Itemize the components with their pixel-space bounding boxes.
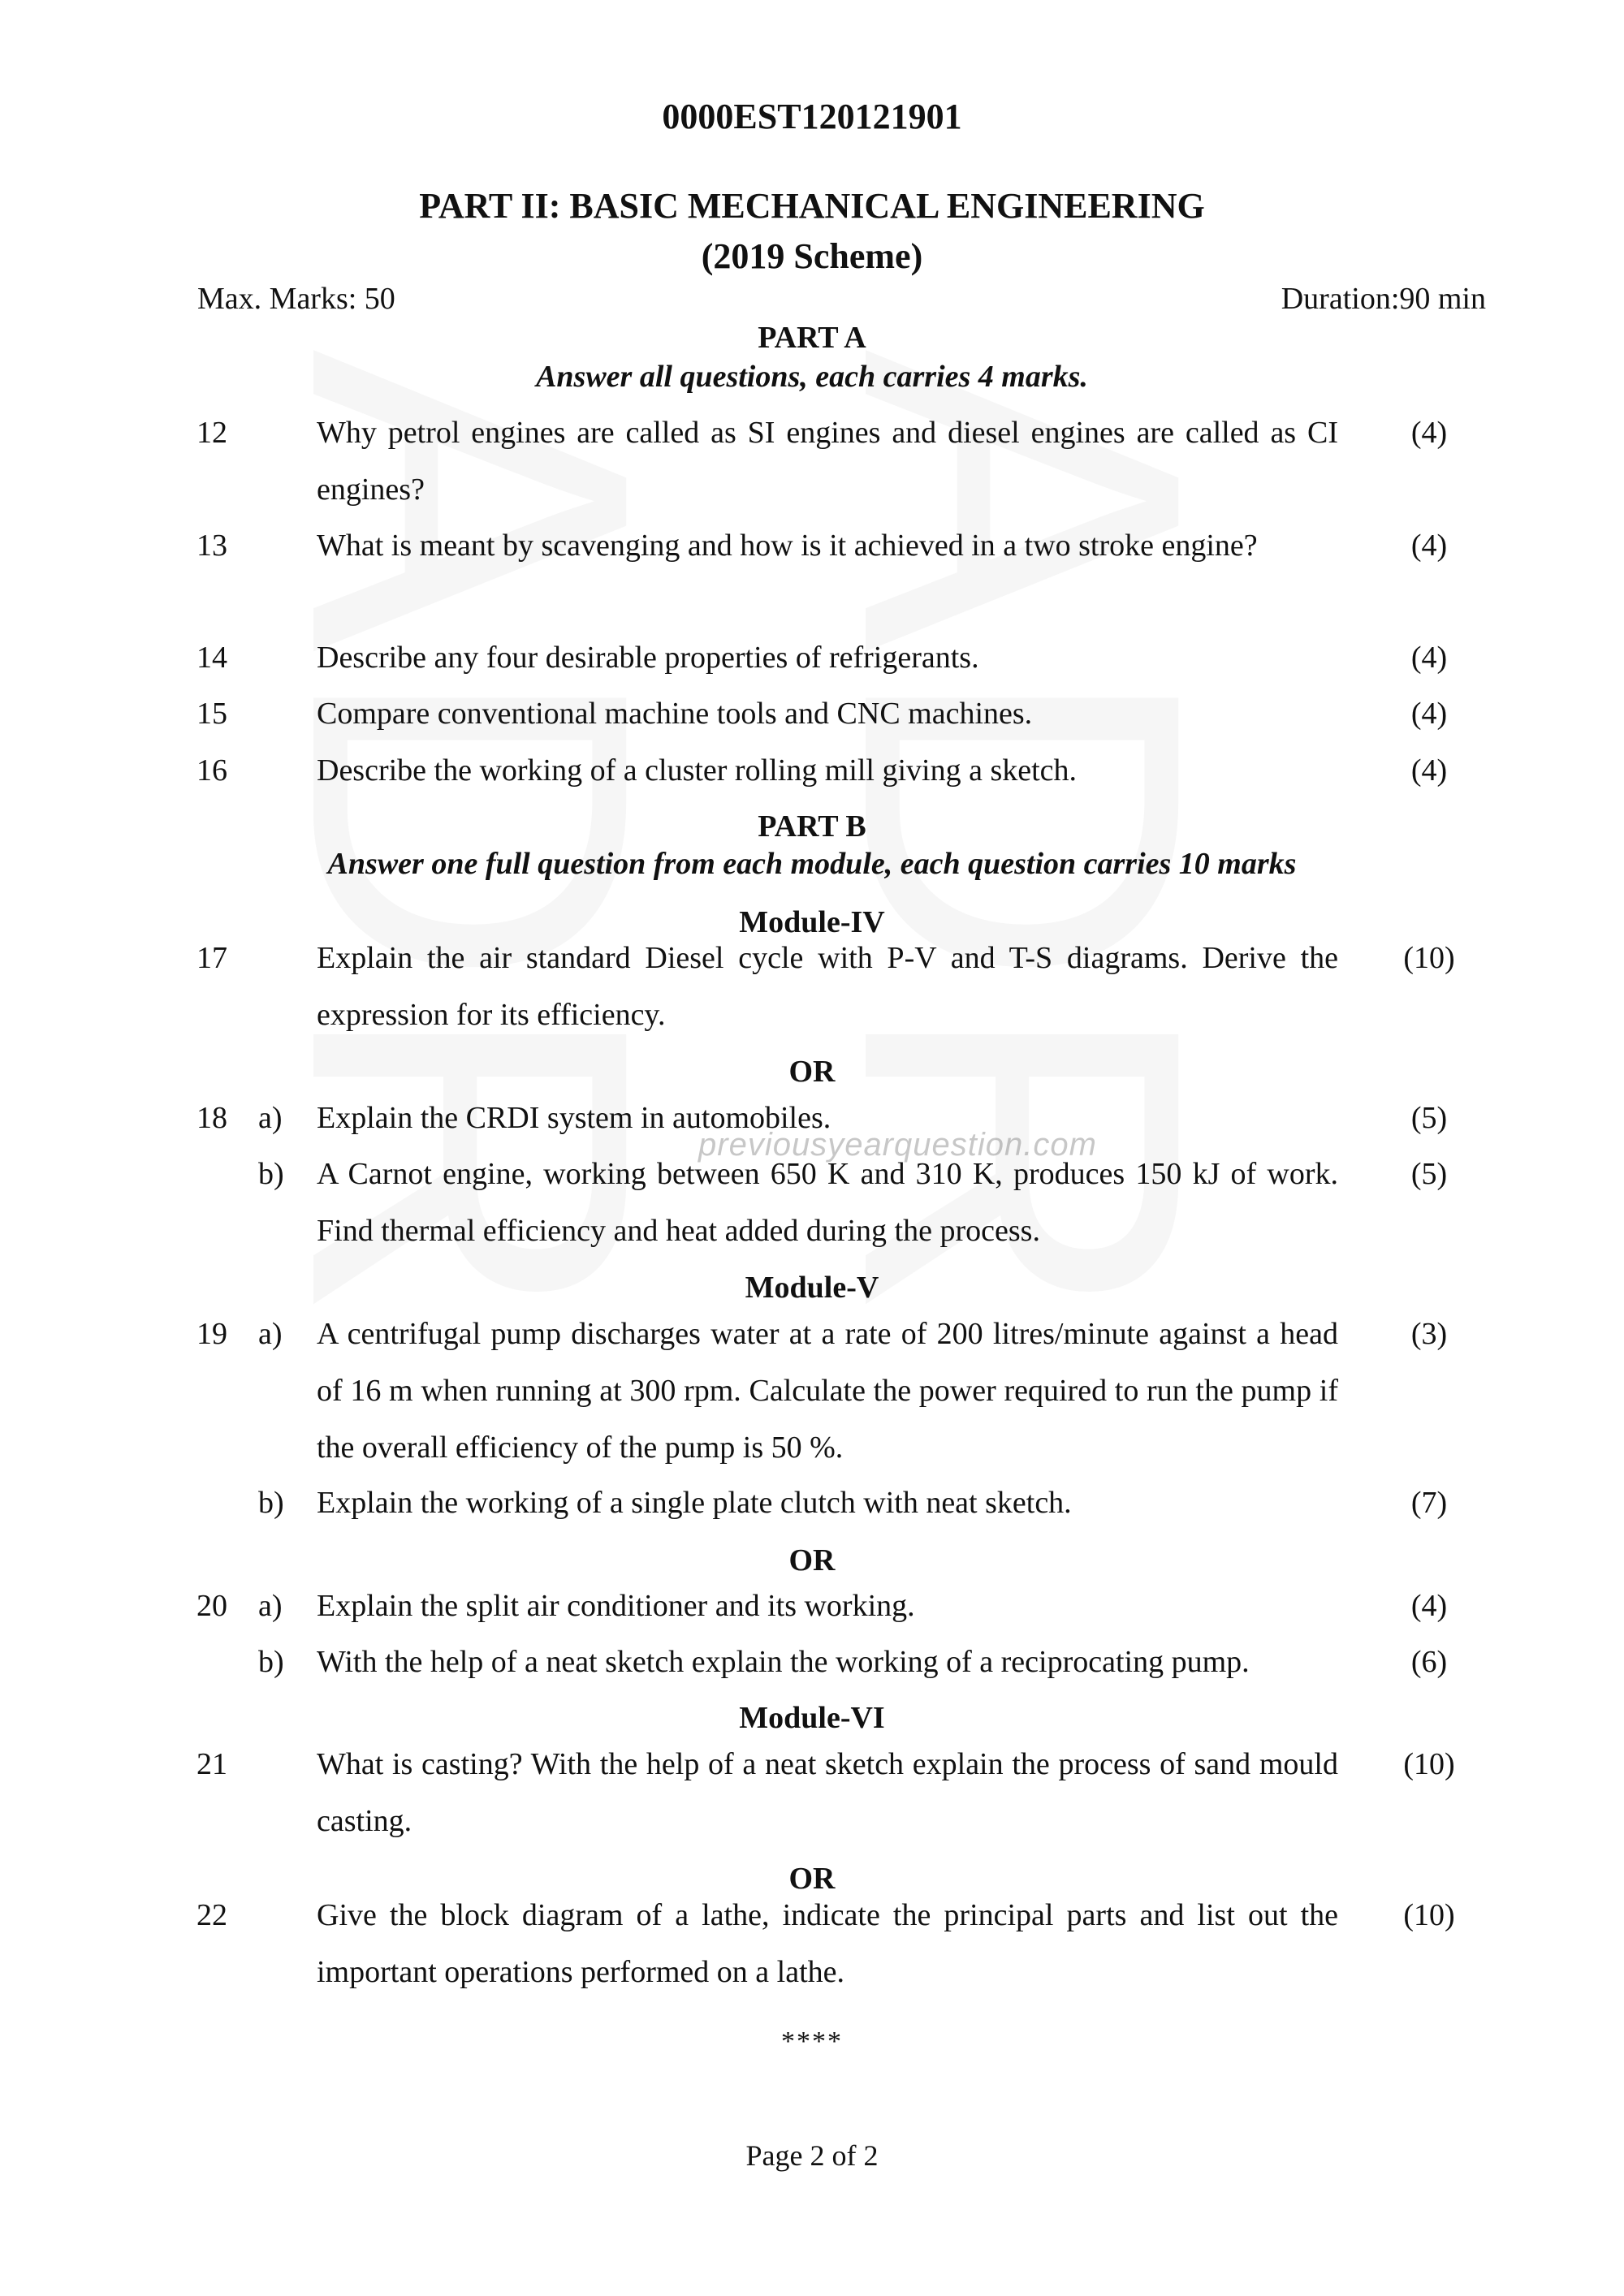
question-marks: (4) [1410,1589,1448,1623]
question-number: 14 [197,641,227,675]
question-part-label: b) [258,1645,284,1679]
module-v-heading: Module-V [745,1271,879,1305]
part-a-instruction: Answer all questions, each carries 4 marks. [536,360,1088,394]
question-marks: (4) [1410,529,1448,563]
question-part-label: a) [258,1101,283,1135]
question-marks: (4) [1410,753,1448,788]
question-text: With the help of a neat sketch explain the working of a reciprocating pump. [317,1645,1250,1679]
question-marks: (10) [1403,1747,1455,1781]
question-number: 19 [197,1317,227,1351]
question-text: A centrifugal pump discharges water at a rate of 200 litres/minute against a head of 16 m when running at 300 rpm. Calculate the power required to run the pump if the overall efficiency of the pump is 50 %. [317,1317,1338,1465]
question-number: 18 [197,1101,227,1135]
end-of-paper-mark: **** [781,2026,843,2056]
question-text: Explain the CRDI system in automobiles. [317,1101,831,1135]
question-number: 20 [197,1589,227,1623]
question-number: 13 [197,529,227,563]
max-marks: Max. Marks: 50 [197,282,395,316]
question-marks: (4) [1410,697,1448,731]
question-marks: (10) [1403,941,1455,975]
question-part-label: b) [258,1486,284,1520]
module-iv-heading: Module-IV [739,905,885,939]
paper-scheme: (2019 Scheme) [701,236,923,276]
question-text: Explain the working of a single plate clutch with neat sketch. [317,1486,1072,1520]
question-marks: (4) [1410,416,1448,450]
question-marks: (5) [1410,1101,1448,1135]
question-text: Explain the air standard Diesel cycle with P-V and T-S diagrams. Derive the expression for its efficiency. [317,941,1338,1032]
site-watermark: previousyearquestion.com [698,1127,1097,1163]
part-b-heading: PART B [758,809,866,844]
question-text: Why petrol engines are called as SI engines and diesel engines are called as CI engines? [317,416,1338,507]
question-marks: (7) [1410,1486,1448,1520]
question-marks: (6) [1410,1645,1448,1679]
duration: Duration:90 min [1281,282,1486,316]
question-text: Describe any four desirable properties of refrigerants. [317,641,979,675]
question-number: 12 [197,416,227,450]
question-marks: (10) [1403,1898,1455,1932]
part-b-instruction: Answer one full question from each module, each question carries 10 marks [327,847,1297,881]
or-separator: OR [788,1055,836,1089]
paper-title: PART II: BASIC MECHANICAL ENGINEERING [419,186,1205,226]
question-number: 15 [197,697,227,731]
meta-row [197,281,1486,317]
page-number: Page 2 of 2 [745,2139,879,2172]
question-number: 17 [197,941,227,975]
paper-code: 0000EST120121901 [662,97,962,136]
question-text: A Carnot engine, working between 650 K and 310 K, produces 150 kJ of work. Find thermal efficiency and heat added during the process. [317,1157,1338,1248]
or-separator: OR [788,1543,836,1577]
question-text: Compare conventional machine tools and CNC machines. [317,697,1033,731]
part-a-heading: PART A [758,321,866,355]
question-number: 22 [197,1898,227,1932]
question-text: What is casting? With the help of a neat sketch explain the process of sand mould casting. [317,1747,1338,1838]
question-text: What is meant by scavenging and how is it achieved in a two stroke engine? [317,529,1258,563]
module-vi-heading: Module-VI [739,1701,885,1735]
question-marks: (4) [1410,641,1448,675]
question-number: 16 [197,753,227,788]
question-part-label: b) [258,1157,284,1191]
question-part-label: a) [258,1317,283,1351]
question-text: Describe the working of a cluster rolling mill giving a sketch. [317,753,1078,788]
question-number: 21 [197,1747,227,1781]
or-separator: OR [788,1862,836,1896]
question-text: Give the block diagram of a lathe, indicate the principal parts and list out the important operations performed on a lathe. [317,1898,1338,1989]
question-marks: (5) [1410,1157,1448,1191]
question-text: Explain the split air conditioner and its working. [317,1589,915,1623]
question-marks: (3) [1410,1317,1448,1351]
question-part-label: a) [258,1589,283,1623]
